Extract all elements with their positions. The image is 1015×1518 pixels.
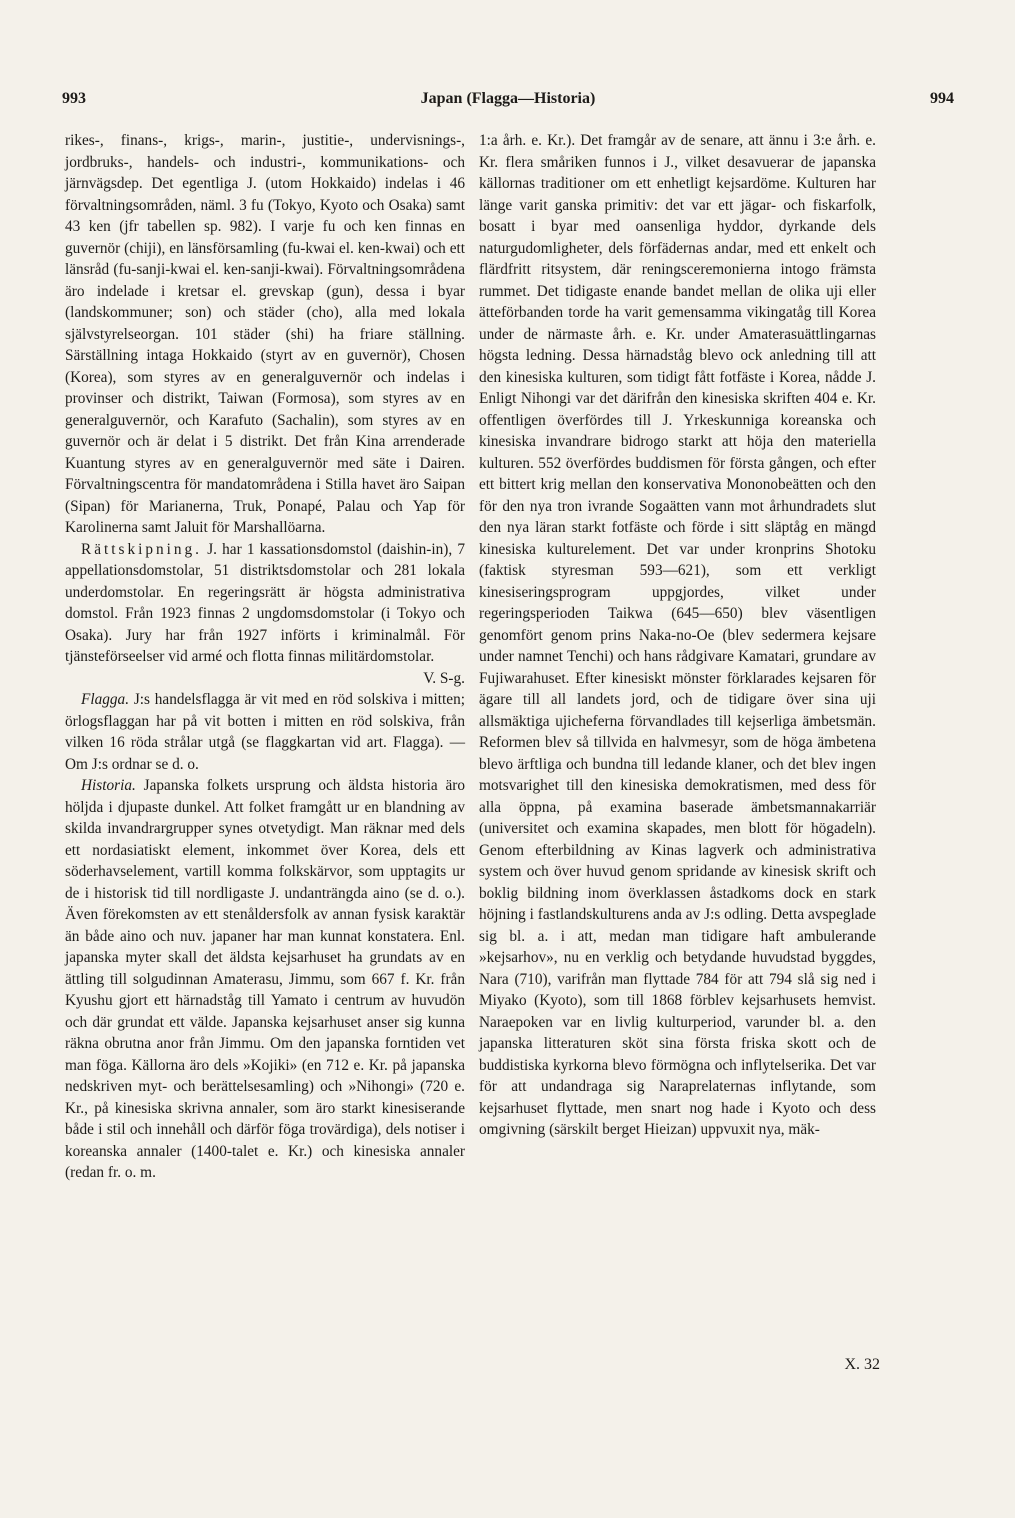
page-title: Japan (Flagga—Historia) <box>420 90 596 107</box>
judiciary-text: J. har 1 kassationsdomstol (daishin-in), 7 appellationsdomstolar, 51 distriktsdomstolar och 281 lokala underdomstolar. En regeringsrätt är högsta administrativa domstol. Från 1923 finnas 2 ungdomsdomstolar (i Tokyo och Osaka). Jury har från 1927 införts i kriminalmål. För tjänsteförseelser vid armé och flotta finnas militärdomstolar. <box>65 540 465 665</box>
sheet-signature: X. 32 <box>844 1356 880 1373</box>
right-column <box>479 130 876 1141</box>
section-lead-historia: Historia. <box>81 777 136 794</box>
page-header <box>62 90 954 116</box>
paragraph-judiciary <box>65 539 465 690</box>
author-signature: V. S-g. <box>423 669 465 687</box>
history-text: Japanska folkets ursprung och äldsta historia äro höljda i djupaste dunkel. Att folket framgått ur en blandning av skilda invandrargrupper synes otvetydigt. Man räknar med dels ett nordasiatiskt element, inkommet över Korea, dels ett söderhavselement, vartill komma folkskärvor, som upptagits ur de i historisk tid till nordligaste J. undanträngda aino (se d. o.). Även förekomsten av ett stenåldersfolk av annan fysisk karaktär än både aino och nuv. japaner har man kunnat konstatera. Enl. japanska myter skall det äldsta kejsarhuset ha grundats av en ättling till solgudinnan Amaterasu, Jimmu, som 667 f. Kr. från Kyushu gjort ett härnadståg till Yamato i centrum av huvudön och där grundat ett välde. Japanska kejsarhuset anser sig kunna räkna obrutna anor från Jimmu. Om den japanska forntiden vet man föga. Källorna äro dels »Kojiki» (en 712 e. Kr. på japanska nedskriven myt- och berättelsesamling) och »Nihongi» (720 e. Kr., på kinesiska skrivna annaler, som äro starkt kinesiserande både i stil och innehåll och därför föga trovärdiga), dels notiser i koreanska annaler (1400-talet e. Kr.) och kinesiska annaler (redan fr. o. m. <box>65 777 465 1181</box>
paragraph-history-continued: 1:a årh. e. Kr.). Det framgår av de senare, att ännu i 3:e årh. e. Kr. flera småriken funnos i J., vilket desavuerar de japanska källornas traditioner om ett enhetligt kejsardöme. Kulturen har länge varit ganska primitiv: det var ett jägar- och fiskarfolk, bosatt i byar med oansenliga hyddor, dyrkande dels naturgudomligheter, dels förfädernas andar, med ett enkelt och flärdfritt ritsystem, där reningsceremonierna intogo främsta rummet. Det tidigaste enande bandet mellan de olika uji eller ätteförbanden torde ha varit gemensamma vikingatåg till Korea under de närmaste årh. e. Kr. under Amaterasuättlingarnas högsta ledning. Dessa härnadståg blevo ock anledning till att den kinesiska kulturen, som tidigt fått fotfäste i Korea, nådde J. Enligt Nihongi var det därifrån den kinesiska skriften 404 e. Kr. offentligen överfördes till J. Yrkeskunniga koreanska och kinesiska invandrare bidrogo starkt att höja den materiella kulturen. 552 överfördes buddismen för första gången, och efter ett bittert krig mellan den konservativa Mononobeätten och den för den nya tron ivrande Sogaätten vann mot århundradets slut den nya läran starkt fotfäste och förde i sitt släptåg en mängd kinesiska kulturelement. Det var under kronprins Shotoku (faktisk styresman 593—621), som ett verkligt kinesiseringsprogram uppgjordes, vilket under regeringsperioden Taikwa (645—650) blev väsentligen genomfört genom prins Naka-no-Oe (blev sedermera kejsare under namnet Tenchi) och hans rådgivare Kamatari, grundare av Fujiwarahuset. Efter kinesiskt mönster förklarades kejsaren för ägare till all landets jord, och de tidigare över sina uji allsmäktiga ujicheferna förvandlades till kejserliga ämbetsmän. Reformen blev så tillvida en halvmesyr, som de höga ämbetena blevo ärftliga och bundna till ledande klaner, och det blev ingen motsvarighet till den kinesiska demokratismen, med dess för alla öppna, på examina baserade ämbetsmannakarriär (universitet och examina skapades, men blott för högadeln). Genom efterbildning av Kinas lagverk och administrativa system och över huvud genom spridande av kinesisk skrift och boklig bildning inom överklassen åstadkoms dock en stark höjning i fastlandskulturens anda av J:s odling. Detta avspeglade sig bl. a. i att, medan man tidigare haft ambulerande »kejsarhov», nu en verklig och betydande huvudstad byggdes, Nara (710), varifrån man flyttade 784 för att 794 slå sig ned i Miyako (Kyoto), som till 1868 förblev kejsarhusets hemvist. Naraepoken var en livlig kulturperiod, varunder bl. a. den japanska litteraturen sköt sina första friska skott och de buddistiska kyrkorna blevo förmögna och inflytelserika. Det var för att undandraga sig Naraprelaternas inflytande, som kejsarhuset flyttade, men snart nog hade i Kyoto och dess omgivning (särskilt berget Hieizan) uppvuxit nya, mäk- <box>479 132 876 1138</box>
left-column <box>65 130 465 1184</box>
section-lead-rattskipning: Rättskipning. <box>81 540 203 558</box>
page-number-left: 993 <box>62 90 86 107</box>
paragraph-flag <box>65 689 465 775</box>
paragraph-history <box>65 775 465 1184</box>
section-lead-flagga: Flagga. <box>81 691 130 708</box>
paragraph-administration: rikes-, finans-, krigs-, marin-, justitie-, undervisnings-, jordbruks-, handels- och industri-, kommunikations- och järnvägsdep. Det egentliga J. (utom Hokkaido) indelas i 46 förvaltningsområden, näml. 3 fu (Tokyo, Kyoto och Osaka) samt 43 ken (jfr tabellen sp. 982). I varje fu och ken finnas en guvernör (chiji), en länsförsamling (fu-kwai el. ken-kwai) och ett länsråd (fu-sanji-kwai el. ken-sanji-kwai). Förvaltningsområdena äro indelade i kretsar el. grevskap (gun), dessa i byar (landskommuner; son) och städer (cho), alla med lokala självstyrelseorgan. 101 städer (shi) ha friare ställning. Särställning intaga Hokkaido (styrt av en guvernör), Chosen (Korea), som styres av en generalguvernör och indelas i provinser och distrikt, Taiwan (Formosa), som styres av en generalguvernör, och Karafuto (Sachalin), som styres av en guvernör och är delat i 5 distrikt. Det från Kina arrenderade Kuantung styres av en generalguvernör med säte i Dairen. Förvaltningscentra för mandatområdena i Stilla havet äro Saipan (Sipan) för Marianerna, Truk, Ponapé, Palau och Yap för Karolinerna samt Jaluit för Marshallöarna. <box>65 132 465 536</box>
flag-text: J:s handelsflagga är vit med en röd solskiva i mitten; örlogsflaggan har på vit botten i mitten en röd solskiva, från vilken 16 röda strålar utgå (se flaggkartan vid art. Flagga). — Om J:s ordnar se d. o. <box>65 691 465 773</box>
page-number-right: 994 <box>930 90 954 107</box>
